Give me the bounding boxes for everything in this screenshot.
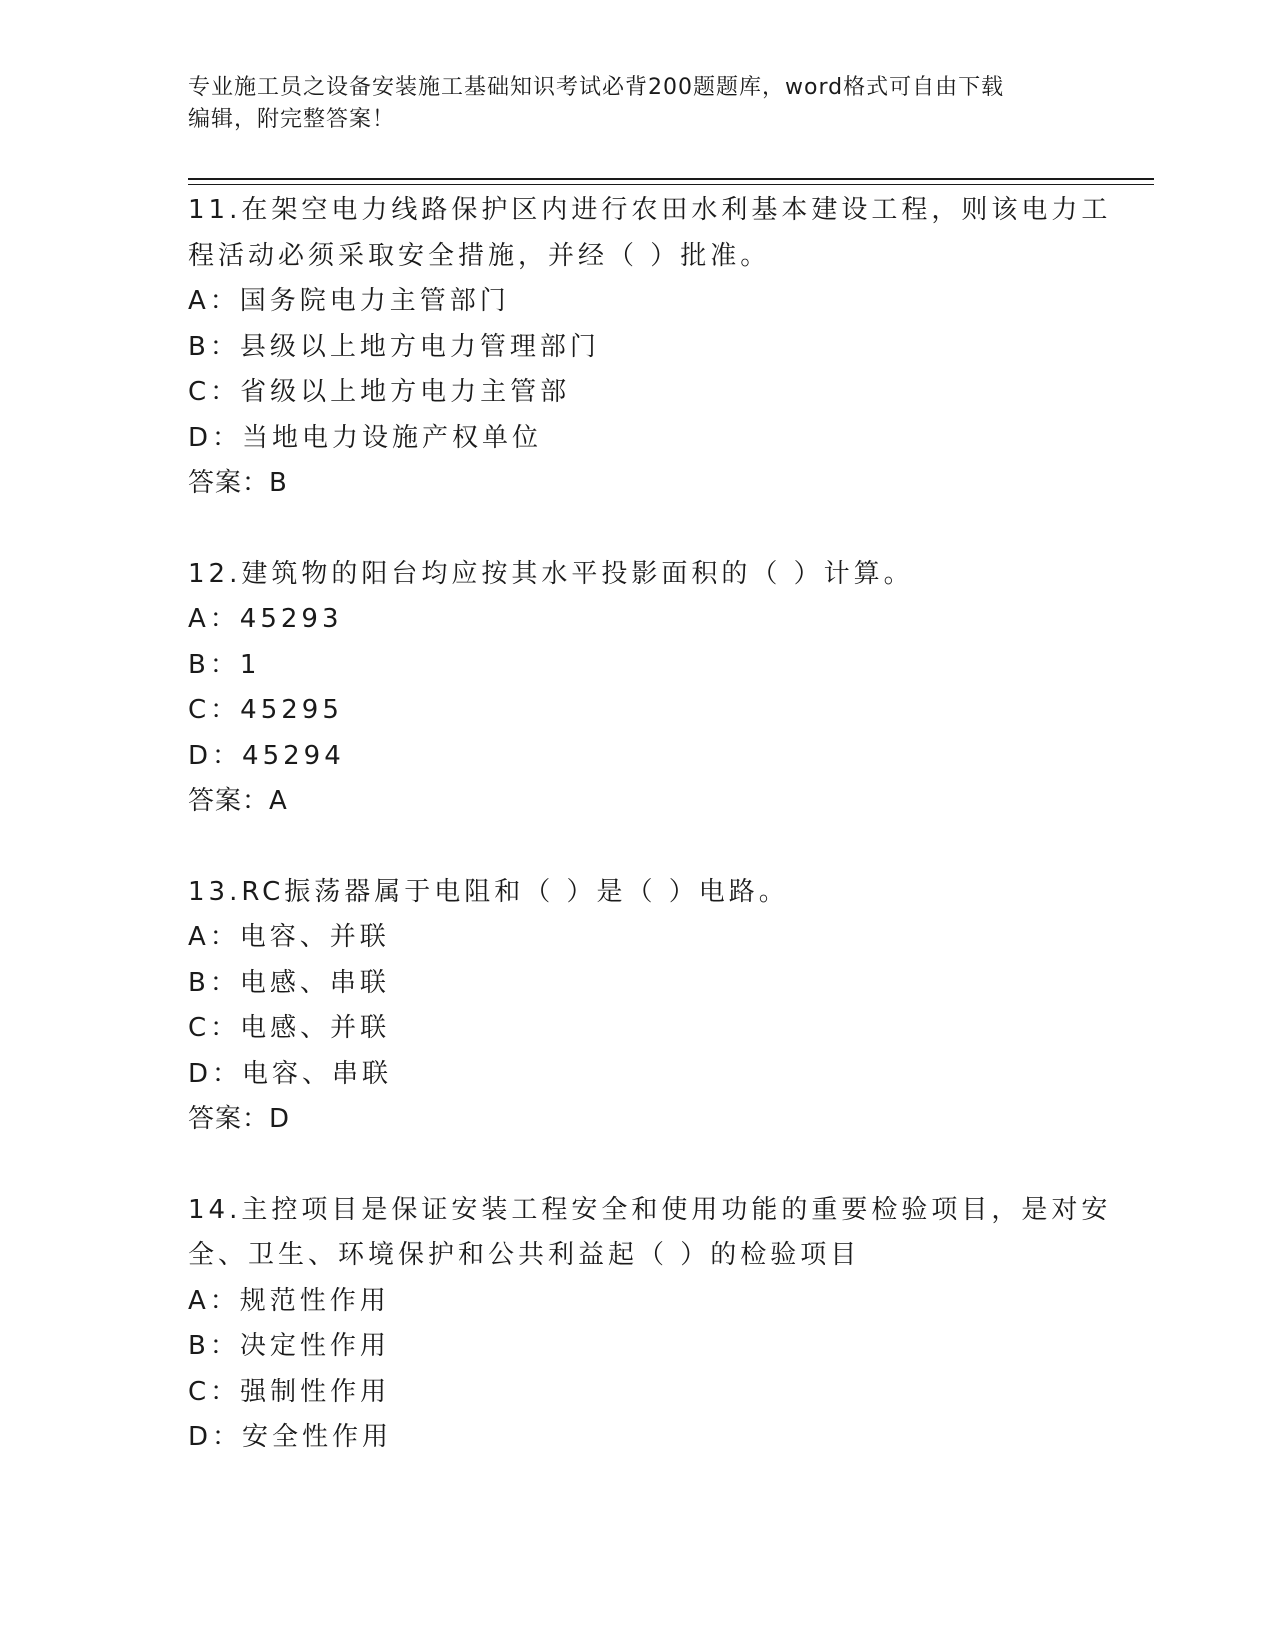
stem-line: 程活动必须采取安全措施，并经（ ）批准。 <box>188 240 771 271</box>
header-divider-thin <box>188 184 1154 185</box>
question-13 <box>188 870 1088 1143</box>
question-stem <box>188 552 1088 598</box>
answer-key: 答案：B <box>188 468 288 498</box>
question-14 <box>188 1188 1112 1461</box>
question-12 <box>188 552 1088 825</box>
header-line-1: 专业施工员之设备安装施工基础知识考试必背200题题库，word格式可自由下载 <box>188 75 1005 100</box>
option-c: C：省级以上地方电力主管部 <box>188 377 571 407</box>
answer-key: 答案：D <box>188 1104 291 1134</box>
option-c: C：强制性作用 <box>188 1376 391 1407</box>
option-d: D：当地电力设施产权单位 <box>188 422 543 453</box>
stem-line: 12.建筑物的阳台均应按其水平投影面积的（ ）计算。 <box>188 558 914 589</box>
stem-line: 13.RC振荡器属于电阻和（ ）是（ ）电路。 <box>188 876 789 907</box>
option-c: C：45295 <box>188 695 343 725</box>
option-d: D：安全性作用 <box>188 1422 393 1452</box>
stem-line: 全、卫生、环境保护和公共利益起（ ）的检验项目 <box>188 1240 861 1270</box>
question-list <box>188 188 1112 1506</box>
option-c: C：电感、并联 <box>188 1013 391 1043</box>
option-b: B：1 <box>188 649 261 680</box>
question-stem <box>188 188 1112 279</box>
option-a: A：规范性作用 <box>188 1285 390 1316</box>
header-divider-thick <box>188 178 1154 180</box>
stem-line: 14.主控项目是保证安装工程安全和使用功能的重要检验项目，是对安 <box>188 1194 1112 1225</box>
option-d: D：电容、串联 <box>188 1058 393 1089</box>
option-a: A：电容、并联 <box>188 922 390 952</box>
answer-key: 答案：A <box>188 786 288 816</box>
option-a: A：国务院电力主管部门 <box>188 286 510 316</box>
option-d: D：45294 <box>188 740 345 771</box>
option-b: B：决定性作用 <box>188 1331 390 1361</box>
question-11 <box>188 188 1112 507</box>
option-b: B：县级以上地方电力管理部门 <box>188 331 600 362</box>
option-a: A：45293 <box>188 604 343 634</box>
question-stem <box>188 870 1088 916</box>
question-stem <box>188 1188 1112 1279</box>
header-line-2: 编辑，附完整答案！ <box>188 107 396 132</box>
stem-line: 11.在架空电力线路保护区内进行农田水利基本建设工程，则该电力工 <box>188 195 1112 225</box>
document-header <box>188 72 1088 136</box>
option-b: B：电感、串联 <box>188 967 390 998</box>
